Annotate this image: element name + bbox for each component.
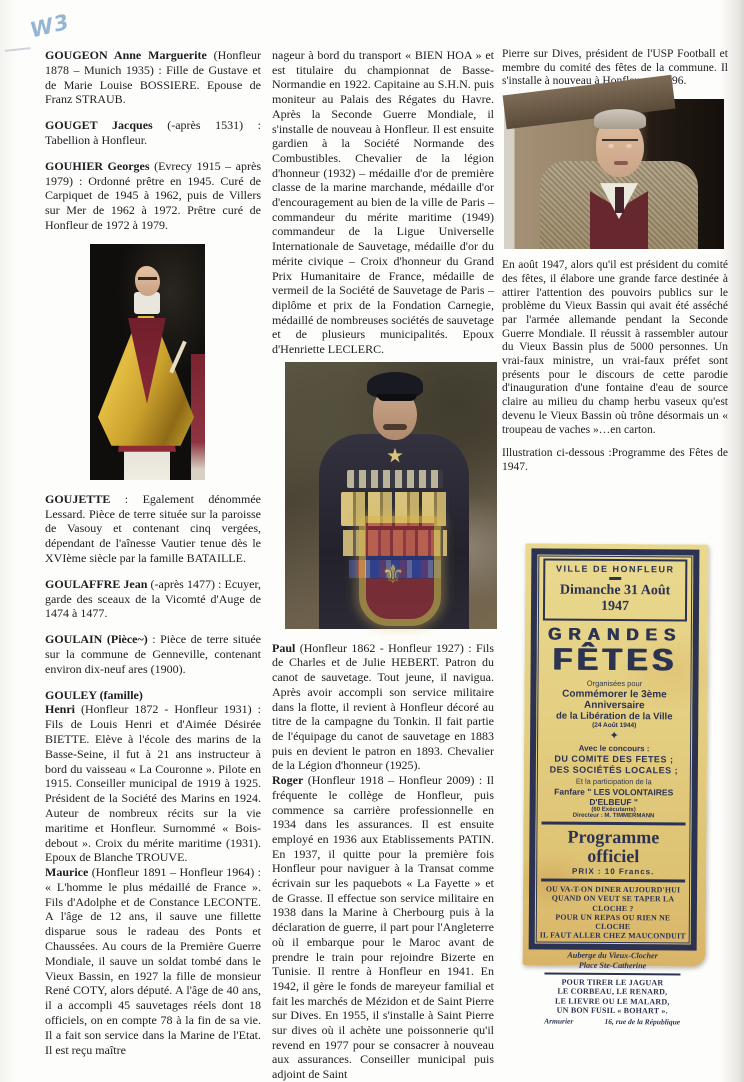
medalled-man-photo [285, 362, 497, 629]
entry-name: GOULAIN (Pièce~) [45, 632, 148, 647]
poster-ad-bohart [538, 977, 686, 1026]
ad-line: QUAND ON VEUT SE TAPER LA CLOCHE ? [551, 893, 675, 913]
entry-goujette [45, 492, 261, 566]
entry-gouhier [45, 159, 261, 233]
entry-name: GOUJETTE [45, 491, 111, 506]
elderly-man-photo [504, 99, 724, 249]
ad-line: POUR TIRER LE JAGUAR [561, 977, 664, 987]
poster-participation: Et la participation de la [575, 776, 652, 787]
poster-title-line1: GRANDES [547, 624, 682, 645]
poster-directeur: Directeur : M. TIMMERMANN [572, 812, 655, 820]
ad-place: Place Ste-Catherine [578, 960, 647, 971]
entry-text: (Honfleur 1862 - Honfleur 1927) : Fils de Charles et de Julie HEBERT. Patron du canot de sauvetage. Tout jeune, il navigua. Après avoir accompli son service militaire dans la flotte, il revient à Honfleur décoré au titre de la campagne du Tonkin. Il fait partie de l'équipage du canot de sauvetage en 1883 puis en devient le patron en 1893. Chevalier de la Légion d'honneur (1925). [272, 640, 494, 773]
handwritten-mark: W3 [27, 9, 73, 43]
entry-text: nageur à bord du transport « BIEN HOA » et est titulaire du championnat de Basse-Normandie en 1922. Capitaine au S.H.N. puis moniteur au Palais des Régates du Havre. Après la Seconde Guerre Mondiale, il s'installe de nouveau à Honfleur. Il est ensuite gardien à la Société Normande des Combustibles. Chevalier de la légion d'honneur (1932) – médaille d'or de première classe de la marine marchande, médaille d'or d'encouragement au bien de la ville de Paris – commandeur du mérite maritime (1949) commandeur de la Ligue Universelle Internationale de Sauvetage, médaille d'or du mérite civique – Croix d'honneur du Grand Prix Humanitaire de France, médaille de vermeil de la Société de Sauvetage de Paris – diplôme et prix de la Fondation Carnegie, médaillé de nombreuses sociétés de sauvetage et de plusieurs municipalités. Epoux d'Henriette LECLERC. [272, 48, 494, 357]
poster-liberation: de la Libération de la Ville [555, 710, 673, 723]
ad-line: LE LIEVRE OU LE MALARD, [554, 996, 670, 1007]
entry-name: GOULAFFRE Jean [45, 576, 148, 591]
entry-name: Paul [272, 640, 296, 655]
poster-fanfare: Fanfare " LES VOLONTAIRES D'ELBEUF " [554, 786, 674, 808]
ad-address: 16, rue de la République [604, 1016, 681, 1027]
entry-name: GOUHIER Georges [45, 158, 150, 173]
ad-line: LE CORBEAU, LE RENARD, [557, 986, 668, 997]
poster-border-frame [529, 548, 700, 1027]
ad-armurier: Armurier [544, 1016, 574, 1026]
entry-name: Maurice [45, 865, 89, 880]
ad-line: POUR UN REPAS OU RIEN NE CLOCHE [555, 912, 671, 932]
honfleur-crest-watermark [341, 512, 445, 624]
poster-date: Dimanche 31 Août 1947 [559, 582, 671, 615]
entry-name: GOUGET Jacques [45, 118, 153, 133]
entry-text: (-après 1477) : Ecuyer, garde des sceaux de la Vicomté d'Auge de 1474 à 1477. [45, 576, 261, 621]
ad-armurier-row [538, 1016, 686, 1026]
entry-text: (Honfleur 1872 - Honfleur 1931) : Fils de Louis Henri et d'Aimée Désirée BIETTE. Elève à l'école des marins de la Basse-Seine, il fut à 21 ans instructeur à bord du vaisseau « La Couronne ». Pilote en 1915. Conseiller municipal de 1919 à 1925. Président de la Société des Marins en 1924. Auteur de nombreux récits sur la vie maritime et Honfleur. Surnommé « Bois-debout ». Croix du mérite maritime (1931). Epoux de Blanche TROUVE. [45, 702, 261, 865]
priest-photo [90, 244, 205, 480]
entry-text: En août 1947, alors qu'il est président du comité des fêtes, il élabore une grande farce destinée à attirer l'attention des pouvoirs publics sur le problème du Vieux Bassin qui avait été asséché par l'armée allemande pendant la Seconde Guerre Mondiale. Il réussit à rassembler autour du Vieux Bassin plus de 5000 personnes. Un vrai-faux ministre, un vrai-faux préfet sont présents pour le discours de cette parodie d'inauguration d'une fontaine d'eau de source claire au milieu du champ herbu vaseux qu'est devenu le Vieux Bassin où trône désormais un « troupeau de vaches »…en carton. [502, 259, 728, 436]
entry-gougeon [45, 48, 261, 107]
entry-goulain [45, 632, 261, 676]
medal-row [347, 470, 443, 488]
column-left [45, 48, 261, 1057]
poster-programme-officiel: Programme officiel [567, 826, 660, 867]
entry-name: GOUGEON Anne Marguerite [45, 48, 207, 62]
column-right [502, 48, 728, 485]
caption-text: Illustration ci-dessous :Programme des Fêtes de 1947. [502, 447, 728, 473]
glasses-shape [138, 277, 157, 285]
divider-rule [542, 821, 686, 825]
ad-line: IL FAUT ALLER CHEZ MAUCONDUIT : [539, 930, 686, 950]
poster-commemorer: Commémorer le 3ème Anniversaire [562, 688, 667, 712]
entry-text: (Honfleur 1918 – Honfleur 2009) : Il fréquente le collège de Honfleur, puis commence sa carrière professionnelle en 1934 dans les assurances. Il est ensuite employé en 1936 aux Etablissements PATIN. En 1937, il quitte pour la première fois Honfleur pour naviguer à la Transat comme écrivain sur les paquebots « La Fayette » et de Grasse. Il effectue son service militaire en 1938 dans la Marine à Cherbourg puis à la déclaration de guerre, il part pour l'Angleterre où il embarque pour le Maroc avant de prendre le train pour rejoindre Bizerte en Tunisie. Il rentre à Honfleur en 1941. En 1942, il gère le fonds de mareyeur familial et fait les marchés de Mézidon et de Saint Pierre sur Dives. En 1955, il s'installe à Saint Pierre sur dives où il achète une poissonnerie qu'il revend en 1977 pour se consacrer à nouveau aux assurances. Conseiller municipal puis adjoint de Saint [272, 773, 494, 1082]
entry-text: (-après 1531) : Tabellion à Honfleur. [45, 118, 261, 147]
entry-gouley-maurice [45, 865, 261, 1057]
entry-gouley-famille [45, 688, 261, 703]
photo-figure-shape [169, 340, 186, 373]
entry-name: GOULEY (famille) [45, 687, 143, 702]
entry-name: Roger [272, 773, 304, 788]
ad-venue: Auberge du Vieux-Clocher [567, 950, 658, 961]
photo-figure-shape [614, 161, 628, 165]
poster-date-liberation: (24 Août 1944) [592, 721, 637, 730]
entry-text: (Honfleur 1878 – Munich 1935) : Fille de Gustave et de Marie Louise BOSSIERE. Epouse de Franz STRAUB. [45, 48, 261, 107]
ad-line: OU VA-T-ON DINER AUJOURD'HUI [545, 884, 681, 895]
poster-title-line2: FÊTES [552, 641, 678, 678]
poster-ad-mauconduit [539, 884, 688, 970]
paragraph-continuation-maurice [272, 48, 494, 357]
entry-gouley-roger [272, 773, 494, 1082]
entry-text: Pierre sur Dives, président de l'USP Football et membre du comité des fêtes de la commune. Il s'installe à nouveau à Honfleur en 1996. [502, 48, 728, 88]
column-middle [272, 48, 494, 1082]
fleur-de-lis-icon: ⚜ [381, 559, 405, 590]
entry-name: Henri [45, 702, 75, 717]
poster-concours-2: DES SOCIÉTÉS LOCALES ; [549, 764, 679, 776]
illustration-caption [502, 447, 728, 474]
poster-concours-1: DU COMITE DES FETES ; [554, 753, 674, 765]
entry-gouley-henri [45, 702, 261, 865]
poster-prix: PRIX : 10 Francs. [571, 866, 655, 877]
divider-dash [609, 577, 621, 580]
photo-figure-shape [383, 424, 407, 430]
photo-figure-shape [594, 109, 646, 129]
divider-rule [544, 973, 680, 975]
entry-text: (Evrecy 1915 – après 1979) : Ordonné prêtre en 1945. Curé de Carpiquet de 1945 à 1962, puis de Villers sur Mer de 1962 à 1972. Prêtre curé de Honfleur de 1972 à 1979. [45, 158, 261, 232]
entry-text: : Pièce de terre située sur la commune de Genneville, contenant environ dix-neuf ares (1900). [45, 632, 261, 676]
star-ornament-icon: ✦ [609, 729, 619, 743]
poster-organisees: Organisées pour [586, 678, 643, 689]
programme-fetes-poster [523, 543, 709, 1027]
divider-rule [541, 878, 685, 882]
glasses-shape [602, 139, 638, 151]
photo-figure-shape [615, 187, 624, 213]
poster-concours-label: Avec le concours : [578, 743, 650, 754]
entry-goulaffre [45, 577, 261, 621]
entry-gouget [45, 118, 261, 148]
entry-text: (Honfleur 1891 – Honfleur 1964) : « L'homme le plus médaillé de France ». Fils d'Adolphe et de Constance LECONTE. A l'âge de 12 ans, il sauve une fillette disparue sous le radeau des Ponts et Chaussées. Au cours de la Première Guerre Mondiale, il sauve un soldat tombé dans le Vieux Bassin, en 1927 la fille de monsieur René COTY, alors député. A l'âge de 40 ans, il a accompli 45 sauvetages réels dont 18 officiels, on en compte 78 à la fin de sa vie. Il a fait son service dans la Marine de l'Etat. Il est reçu maître [45, 865, 261, 1057]
ad-line: UN BON FUSIL « BOHART ». [556, 1005, 668, 1016]
poster-header-box [543, 558, 687, 621]
entry-gouley-paul [272, 641, 494, 773]
paragraph-aout-1947 [502, 259, 728, 437]
poster-content [535, 554, 694, 1027]
cap-visor-shape [377, 394, 417, 401]
poster-executants: (60 Exécutants) [591, 806, 636, 814]
entry-text: : Egalement dénommée Lessard. Pièce de terre située sur la paroisse de Vasouy et contenant cinq vergées, dépendant de l'aînesse Vautier tenue dès le XVIème siècle par la famille BATAILLE. [45, 491, 261, 565]
poster-city: VILLE DE HONFLEUR [555, 563, 675, 575]
